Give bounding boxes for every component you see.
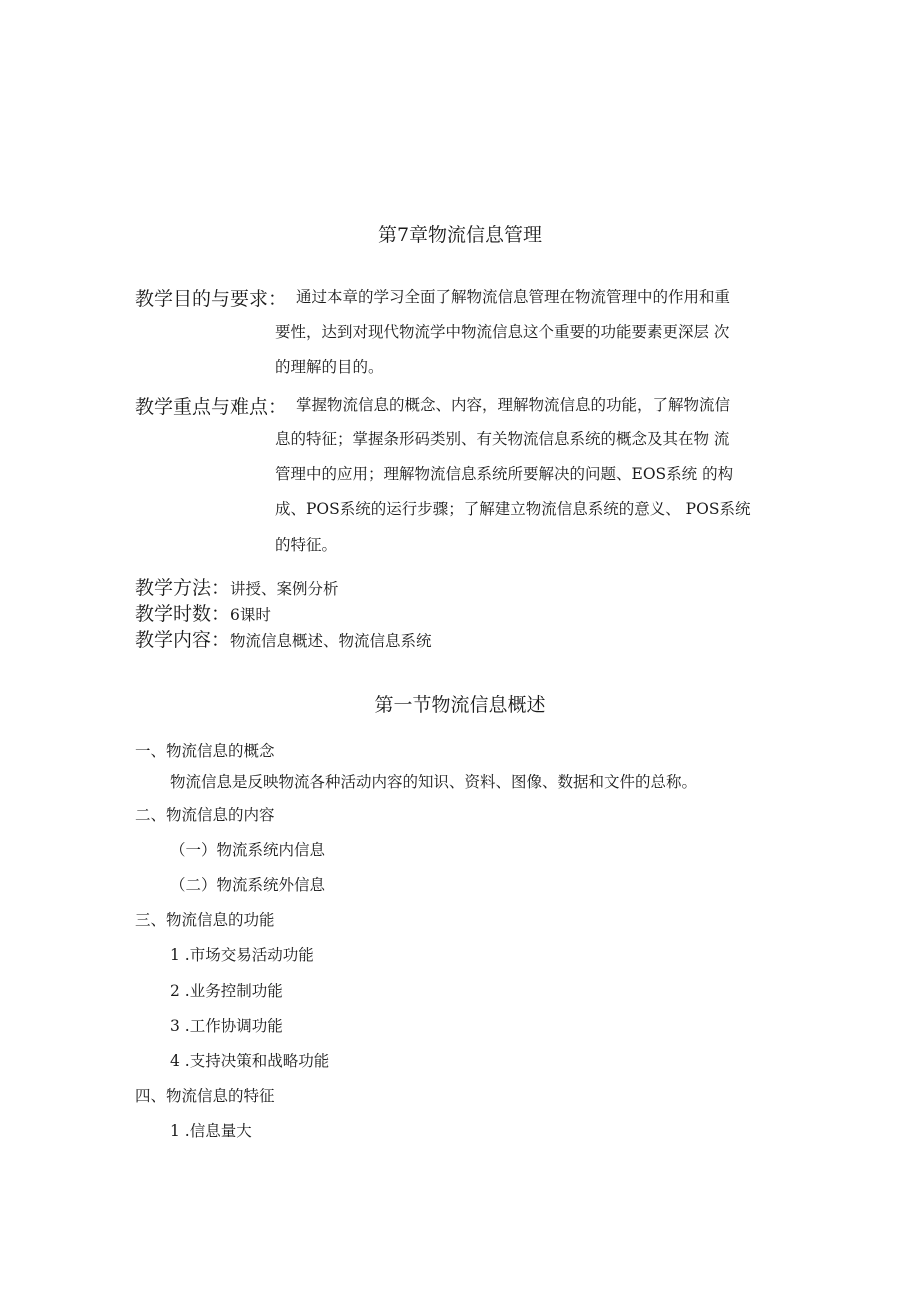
key-points-line-5: 的特征。 xyxy=(275,536,338,554)
outline-heading: 四、物流信息的特征 xyxy=(135,1087,275,1105)
chapter-title: 第7章物流信息管理 xyxy=(377,224,543,246)
content-row xyxy=(135,625,432,652)
method-label: 教学方法： xyxy=(135,577,231,599)
key-points-line-3: 管理中的应用；理解物流信息系统所要解决的问题、EOS系统 的构 xyxy=(275,465,734,483)
outline-subitem: 3 .工作协调功能 xyxy=(170,1017,283,1035)
objectives-line-2: 要性，达到对现代物流学中物流信息这个重要的功能要素更深层 次 xyxy=(275,323,730,341)
outline-subitem: 1 .信息量大 xyxy=(170,1122,252,1140)
content-value: 物流信息概述、物流信息系统 xyxy=(230,632,432,650)
objectives-label: 教学目的与要求： xyxy=(135,288,288,310)
outline-heading: 二、物流信息的内容 xyxy=(135,806,275,824)
method-value: 讲授、案例分析 xyxy=(230,580,339,598)
key-points-line-2: 息的特征；掌握条形码类别、有关物流信息系统的概念及其在物 流 xyxy=(275,430,730,448)
key-points-label: 教学重点与难点： xyxy=(135,396,288,418)
key-points-line-1: 掌握物流信息的概念、内容，理解物流信息的功能，了解物流信 xyxy=(296,396,731,414)
key-points-line-4: 成、POS系统的运行步骤；了解建立物流信息系统的意义、 POS系统 xyxy=(275,500,751,518)
hours-label: 教学时数： xyxy=(135,603,231,625)
outline-paragraph: 物流信息是反映物流各种活动内容的知识、资料、图像、数据和文件的总称。 xyxy=(170,773,698,791)
outline-heading: 一、物流信息的概念 xyxy=(135,742,275,760)
outline-heading: 三、物流信息的功能 xyxy=(135,911,275,929)
objectives-line-1: 通过本章的学习全面了解物流信息管理在物流管理中的作用和重 xyxy=(296,288,731,306)
hours-row xyxy=(135,599,271,626)
outline-subitem: 4 .支持决策和战略功能 xyxy=(170,1052,330,1070)
outline-subitem: （一）物流系统内信息 xyxy=(170,841,326,859)
section-title: 第一节物流信息概述 xyxy=(374,694,546,716)
method-row xyxy=(135,573,339,600)
outline-subitem: 2 .业务控制功能 xyxy=(170,982,283,1000)
outline-subitem: 1 .市场交易活动功能 xyxy=(170,946,314,964)
objectives-line-3: 的理解的目的。 xyxy=(275,358,384,376)
content-label: 教学内容： xyxy=(135,629,231,651)
hours-value: 6课时 xyxy=(230,606,271,624)
outline-subitem: （二）物流系统外信息 xyxy=(170,876,326,894)
